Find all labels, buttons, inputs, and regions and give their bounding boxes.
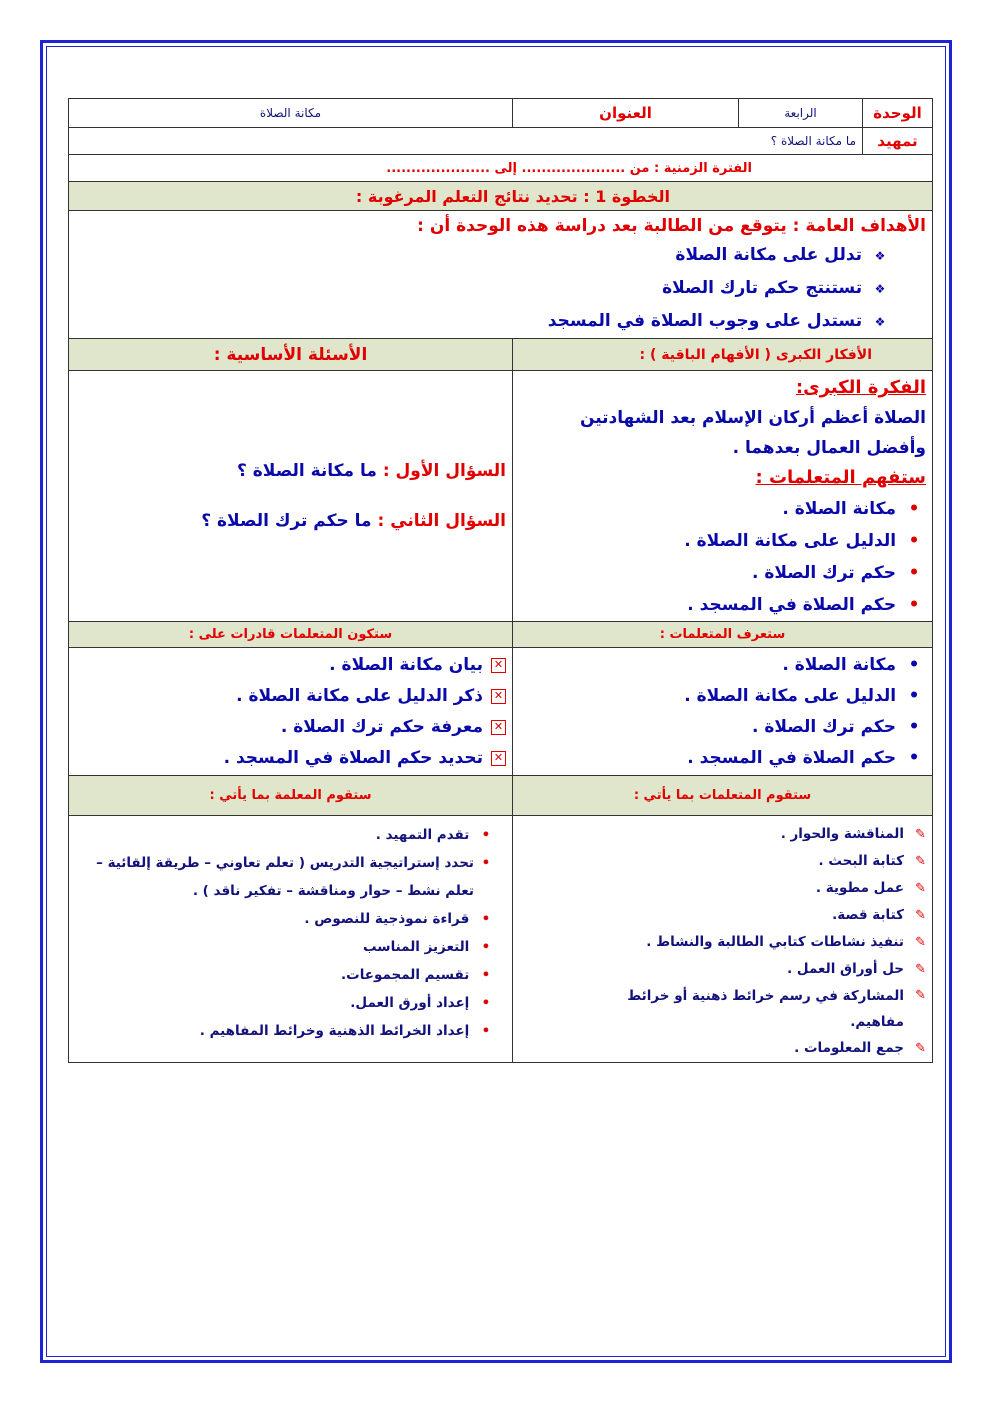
skills-header: ستكون المتعلمات قادرات على :: [69, 622, 513, 648]
checkbox-x-icon: ✕: [491, 658, 506, 673]
bullet-icon: •: [908, 655, 920, 675]
understand-list: [519, 493, 926, 621]
bullet-icon: •: [481, 967, 491, 983]
teacher-tasks-cell: [69, 816, 513, 1063]
bullet-icon: •: [908, 595, 920, 615]
goals-heading: الأهداف العامة : يتوقع من الطالبة بعد دراسة هذه الوحدة أن :: [417, 216, 926, 236]
learner-task-item: ✎تنفيذ نشاطات كتابي الطالبة والنشاط .: [519, 929, 926, 956]
pencil-bullet-icon: ✎: [915, 881, 926, 896]
big-ideas-header: الأفكار الكبرى ( الأفهام الباقية ) :: [513, 339, 933, 371]
skills-list: [75, 650, 506, 774]
time-period: الفترة الزمنية : من ..................... إلى .....................: [69, 155, 933, 182]
understand-item: • حكم الصلاة في المسجد .: [519, 589, 926, 621]
bullet-icon: •: [481, 855, 491, 871]
learner-task-item: ✎جمع المعلومات .: [519, 1035, 926, 1062]
bullet-icon: •: [908, 531, 920, 551]
pencil-bullet-icon: ✎: [915, 827, 926, 842]
learner-task-item: ✎ المشاركة في رسم خرائط ذهنية أو خرائط مفاهيم.: [519, 983, 926, 1035]
knowledge-item: • مكانة الصلاة .: [519, 650, 926, 681]
goal-item: ❖ تستنتج حكم تارك الصلاة: [75, 272, 892, 305]
knowledge-cell: [513, 648, 933, 776]
learner-task-item: ✎حل أوراق العمل .: [519, 956, 926, 983]
diamond-bullet-icon: ❖: [874, 249, 886, 263]
intro-value: ما مكانة الصلاة ؟: [69, 128, 863, 155]
skill-item: ✕بيان مكانة الصلاة .: [75, 650, 506, 681]
pencil-bullet-icon: ✎: [915, 908, 926, 923]
bullet-icon: •: [481, 827, 491, 843]
bullet-icon: •: [908, 717, 920, 737]
learner-tasks-list: [519, 821, 926, 1062]
knowledge-header: ستعرف المتعلمات :: [513, 622, 933, 648]
pencil-bullet-icon: ✎: [915, 962, 926, 977]
teacher-task-item: • إعداد الخرائط الذهنية وخرائط المفاهيم .: [75, 1017, 498, 1045]
pencil-bullet-icon: ✎: [915, 854, 926, 869]
questions-cell: [69, 371, 513, 622]
bullet-icon: •: [481, 939, 491, 955]
teacher-tasks-header: ستقوم المعلمة بما يأتي :: [69, 776, 513, 816]
teacher-task-item: • إعداد أورق العمل.: [75, 989, 498, 1017]
bullet-icon: •: [908, 563, 920, 583]
unit-label: الوحدة: [863, 99, 933, 128]
general-goals: [69, 211, 933, 339]
unit-value: الرابعة: [739, 99, 863, 128]
skills-cell: [69, 648, 513, 776]
understand-item: • مكانة الصلاة .: [519, 493, 926, 525]
title-label: العنوان: [513, 99, 739, 128]
big-idea-text: الصلاة أعظم أركان الإسلام بعد الشهادتين وأفضل العمال بعدهما .: [579, 408, 926, 458]
intro-label: تمهيد: [863, 128, 933, 155]
learner-tasks-header: ستقوم المتعلمات بما يأتي :: [513, 776, 933, 816]
bullet-icon: •: [908, 686, 920, 706]
teacher-task-item: • قراءة نموذجية للنصوص .: [75, 905, 498, 933]
bullet-icon: •: [481, 1023, 491, 1039]
checkbox-x-icon: ✕: [491, 751, 506, 766]
understand-item: • الدليل على مكانة الصلاة .: [519, 525, 926, 557]
big-ideas-cell: [513, 371, 933, 622]
checkbox-x-icon: ✕: [491, 689, 506, 704]
bullet-icon: •: [481, 911, 491, 927]
pencil-bullet-icon: ✎: [915, 1041, 926, 1056]
knowledge-item: • حكم الصلاة في المسجد .: [519, 743, 926, 774]
teacher-tasks-list: [75, 821, 498, 1045]
skill-item: ✕ذكر الدليل على مكانة الصلاة .: [75, 681, 506, 712]
question-2: السؤال الثاني : ما حكم ترك الصلاة ؟: [201, 511, 506, 531]
questions-header: الأسئلة الأساسية :: [69, 339, 513, 371]
teacher-task-item: • تحدد إستراتيجية التدريس ( تعلم تعاوني – طريقة إلقائية – تعلم نشط – حوار ومناقشة – تفكير ناقد ) .: [75, 849, 498, 905]
title-value: مكانة الصلاة: [69, 99, 513, 128]
pencil-bullet-icon: ✎: [915, 988, 926, 1003]
bullet-icon: •: [481, 995, 491, 1011]
question-1: السؤال الأول : ما مكانة الصلاة ؟: [236, 461, 506, 481]
teacher-task-item: • التعزيز المناسب: [75, 933, 498, 961]
learner-tasks-cell: [513, 816, 933, 1063]
learner-task-item: ✎المناقشة والحوار .: [519, 821, 926, 848]
skill-item: ✕معرفة حكم ترك الصلاة .: [75, 712, 506, 743]
teacher-task-item: • تقسيم المجموعات.: [75, 961, 498, 989]
learner-task-item: ✎كتابة قصة.: [519, 902, 926, 929]
bullet-icon: •: [908, 748, 920, 768]
knowledge-list: [519, 650, 926, 774]
diamond-bullet-icon: ❖: [874, 282, 886, 296]
knowledge-item: • الدليل على مكانة الصلاة .: [519, 681, 926, 712]
step1-heading: الخطوة 1 : تحديد نتائج التعلم المرغوبة :: [69, 182, 933, 211]
goal-item: ❖ تدلل على مكانة الصلاة: [75, 239, 892, 272]
goal-item: ❖ تستدل على وجوب الصلاة في المسجد: [75, 305, 892, 338]
checkbox-x-icon: ✕: [491, 720, 506, 735]
understand-item: • حكم ترك الصلاة .: [519, 557, 926, 589]
learner-task-item: ✎كتابة البحث .: [519, 848, 926, 875]
learner-task-item: ✎عمل مطوية .: [519, 875, 926, 902]
bullet-icon: •: [908, 499, 920, 519]
lesson-plan: [69, 98, 933, 1063]
big-idea-label: الفكرة الكبرى:: [795, 377, 926, 398]
skill-item: ✕تحديد حكم الصلاة في المسجد .: [75, 743, 506, 774]
pencil-bullet-icon: ✎: [915, 935, 926, 950]
lesson-plan-table: [68, 98, 933, 1063]
teacher-task-item: • تقدم التمهيد .: [75, 821, 498, 849]
diamond-bullet-icon: ❖: [874, 315, 886, 329]
understand-label: ستفهم المتعلمات :: [755, 467, 926, 488]
goals-list: [75, 239, 926, 338]
knowledge-item: • حكم ترك الصلاة .: [519, 712, 926, 743]
